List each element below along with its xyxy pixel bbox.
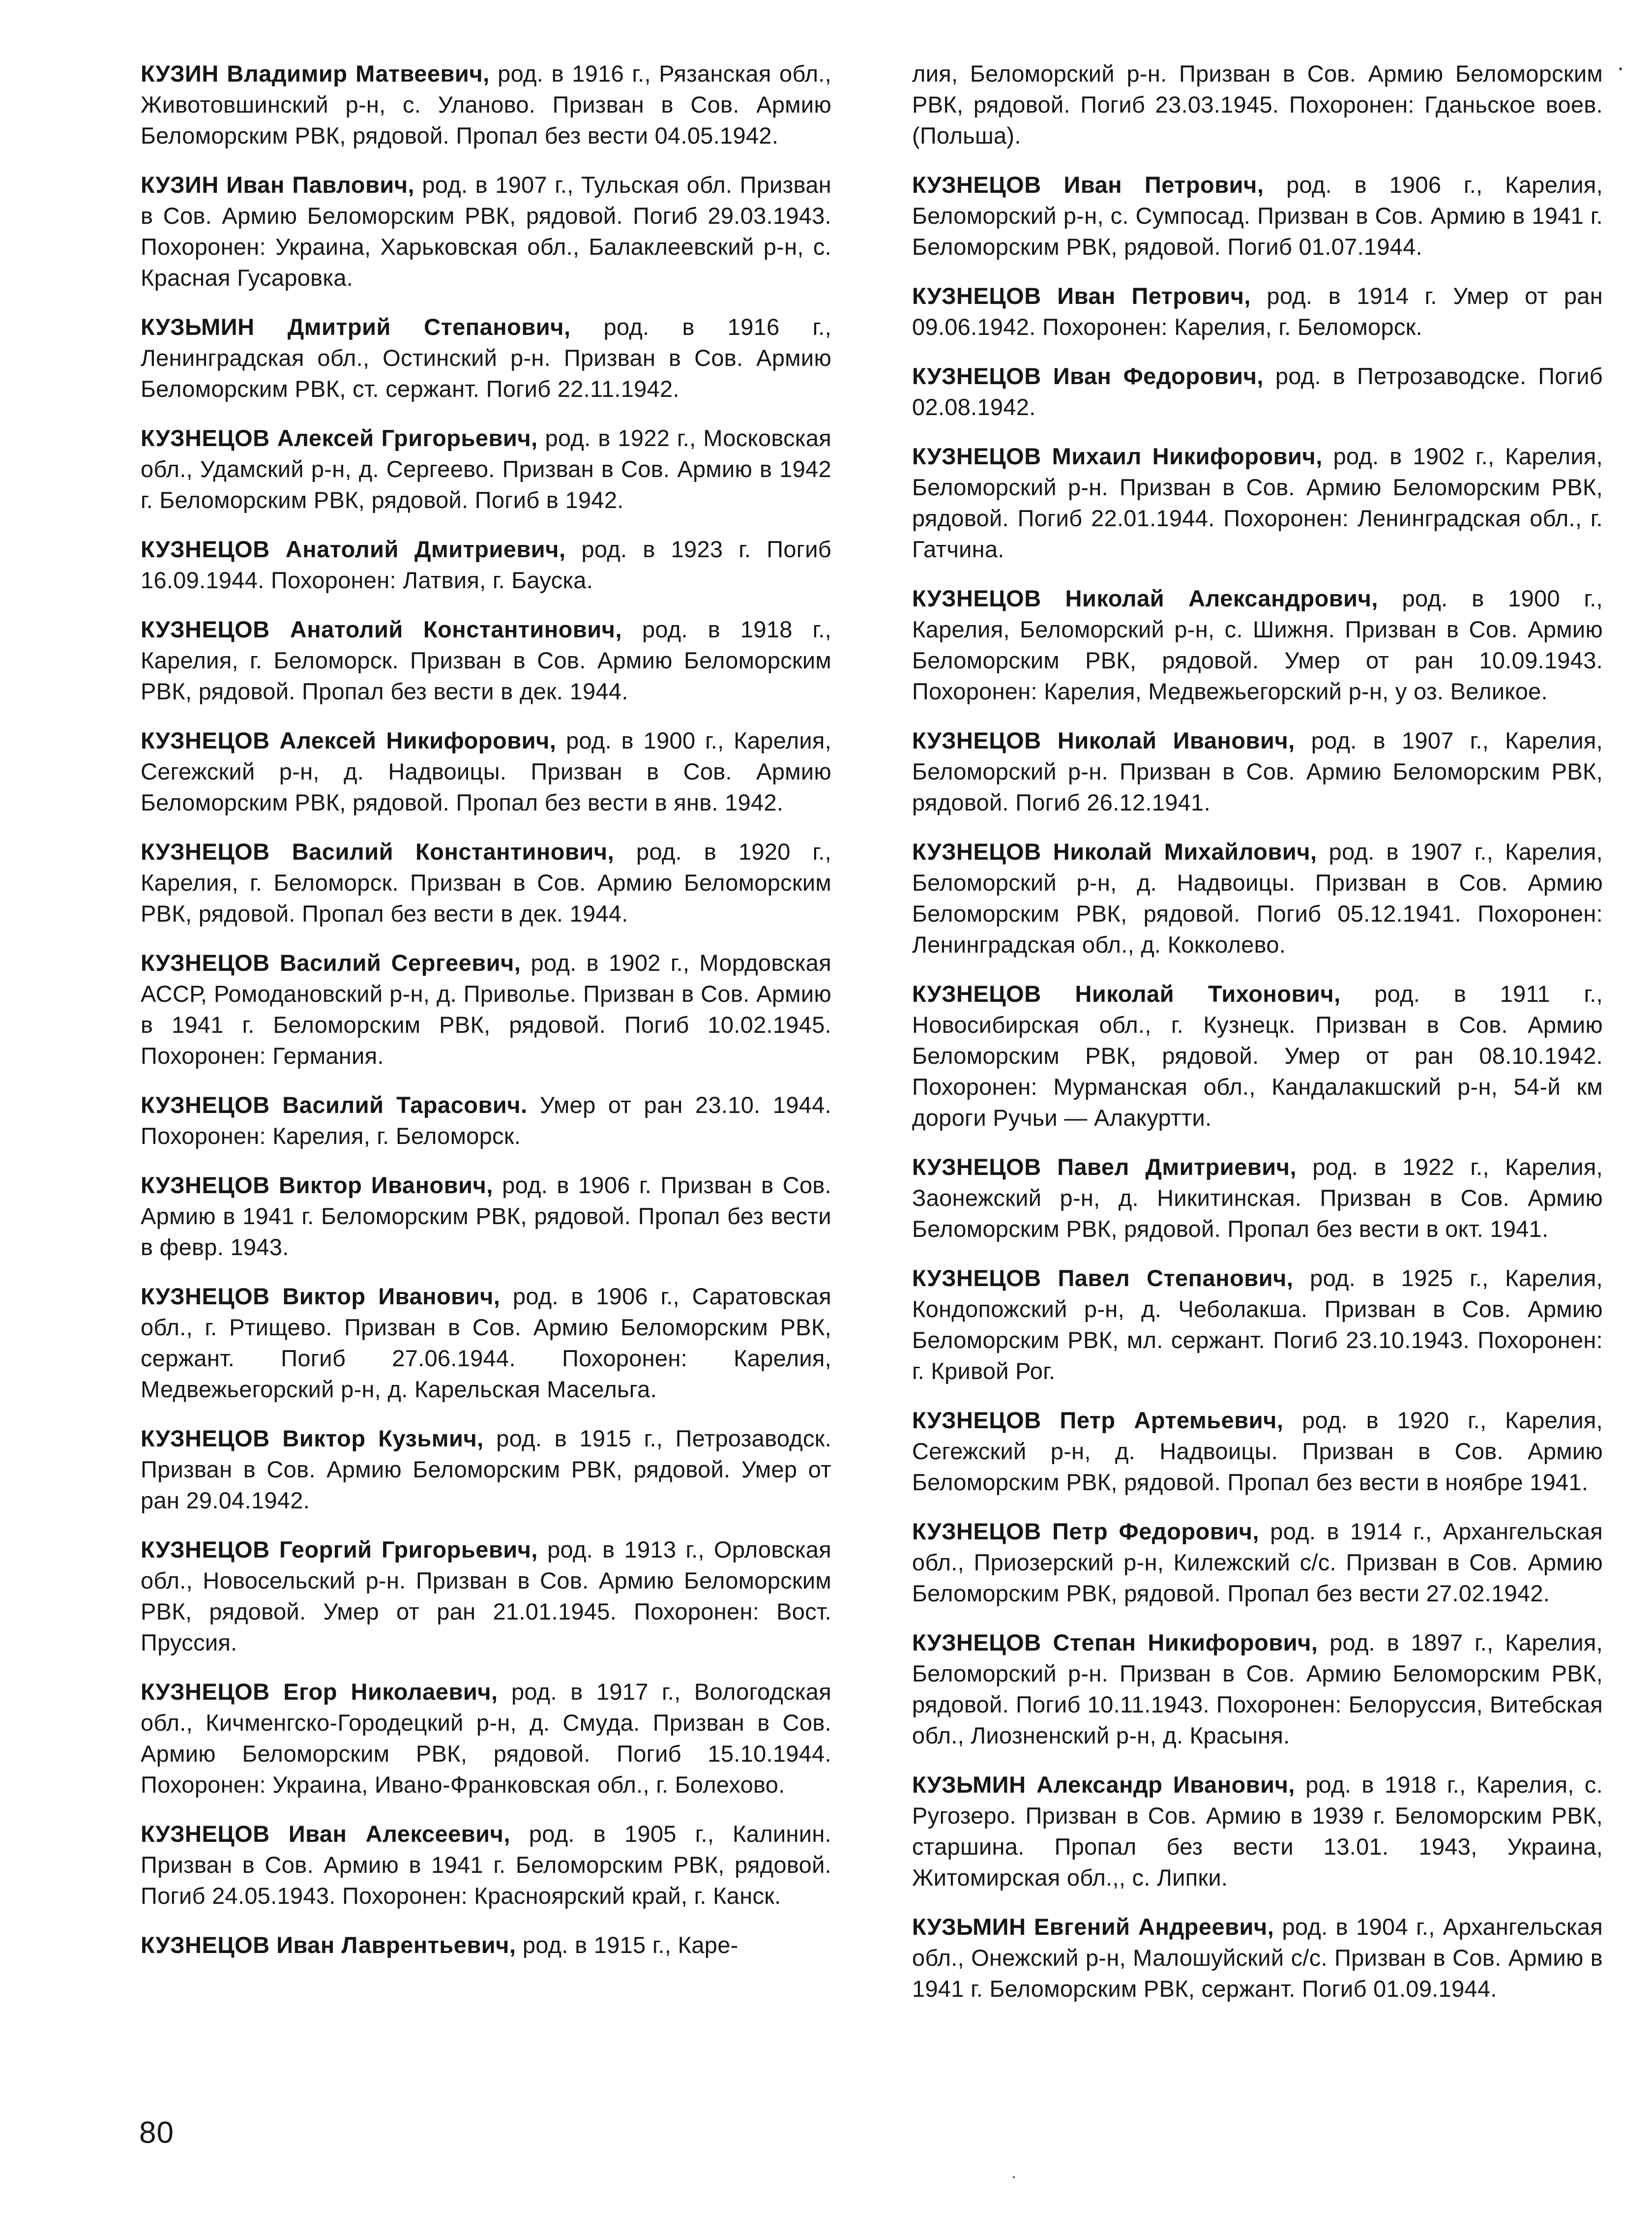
entry <box>912 280 1603 342</box>
entry-text: род. в 1916 г., Ленинградская обл., Остинский р-н. Призван в Сов. Армию Беломорским РВК, ст. сержант. Погиб 22.11.1942. <box>141 314 831 402</box>
entry-name: КУЗНЕЦОВ Николай Александрович, <box>912 585 1378 611</box>
entry-text: род. в 1917 г., Вологодская обл., Кичменгско-Городецкий р-н, д. Смуда. Призван в Сов. Армию Беломорским РВК, рядовой. Погиб 15.10.1944. Похоронен: Украина, Ивано-Франковская обл., г. Болехово. <box>141 1679 831 1798</box>
entry-text: род. в 1897 г., Карелия, Беломорский р-н. Призван в Сов. Армию Беломорским РВК, рядовой. Погиб 10.11.1943. Похоронен: Белоруссия, Витебская обл., Лиозненский р-н, д. Красыня. <box>912 1629 1603 1748</box>
entry-name: КУЗНЕЦОВ Егор Николаевич, <box>141 1679 498 1705</box>
entry-text: род. в 1914 г., Архангельская обл., Приозерский р-н, Килежский с/с. Призван в Сов. Армию Беломорским РВК, рядовой. Пропал без вести 27.02.1942. <box>912 1518 1603 1606</box>
entry-text: род. в 1902 г., Мордовская АССР, Ромодановский р-н, д. Приволье. Призван в Сов. Армию в 1941 г. Беломорским РВК, рядовой. Погиб 10.02.1945. Похоронен: Германия. <box>141 950 831 1069</box>
entry-name: КУЗНЕЦОВ Николай Михайлович, <box>912 839 1317 865</box>
entry <box>912 583 1603 707</box>
entry-name: КУЗНЕЦОВ Виктор Иванович, <box>141 1283 501 1309</box>
entry-text: род. в 1904 г., Архангельская обл., Онежский р-н, Малошуйский с/с. Призван в Сов. Армию в 1941 г. Беломорским РВК, сержант. Погиб 01.09.1944. <box>912 1914 1603 2002</box>
entry-name: КУЗНЕЦОВ Алексей Григорьевич, <box>141 425 538 451</box>
entry-name: КУЗНЕЦОВ Анатолий Дмитриевич, <box>141 536 566 562</box>
entry <box>141 725 831 818</box>
print-speck <box>1619 67 1622 70</box>
entry <box>912 1769 1603 1893</box>
entry-name: КУЗНЕЦОВ Анатолий Константинович, <box>141 616 622 642</box>
entry-text: род. в 1906 г., Карелия, Беломорский р-н, с. Сумпосад. Призван в Сов. Армию в 1941 г. Беломорским РВК, рядовой. Погиб 01.07.1944. <box>912 172 1603 260</box>
entry-text: род. в 1906 г., Саратовская обл., г. Ртищево. Призван в Сов. Армию Беломорским РВК, сержант. Погиб 27.06.1944. Похоронен: Карелия, Медвежьегорский р-н, д. Карельская Масельга. <box>141 1283 831 1402</box>
entry-name: КУЗНЕЦОВ Петр Артемьевич, <box>912 1407 1284 1433</box>
entry-name: КУЗНЕЦОВ Николай Тихонович, <box>912 981 1341 1007</box>
entry <box>912 836 1603 960</box>
entry-name: КУЗНЕЦОВ Василий Сергеевич, <box>141 950 521 976</box>
entry-name: КУЗЬМИН Александр Иванович, <box>912 1772 1295 1798</box>
entry-text: род. в 1907 г., Карелия, Беломорский р-н, д. Надвоицы. Призван в Сов. Армию Беломорским РВК, рядовой. Погиб 05.12.1941. Похоронен: Ленинградская обл., д. Кокколево. <box>912 839 1603 958</box>
entry-text: род. в 1925 г., Карелия, Кондопожский р-н, д. Чеболакша. Призван в Сов. Армию Беломорским РВК, мл. сержант. Погиб 23.10.1943. Похоронен: г. Кривой Рог. <box>912 1265 1603 1384</box>
entry-name: КУЗНЕЦОВ Иван Петрович, <box>912 172 1264 198</box>
entry <box>141 836 831 929</box>
entry-text: род. в 1902 г., Карелия, Беломорский р-н. Призван в Сов. Армию Беломорским РВК, рядовой. Погиб 22.01.1944. Похоронен: Ленинградская обл., г. Гатчина. <box>912 443 1603 562</box>
entry-text: род. в 1916 г., Рязанская обл., Животовшинский р-н, с. Уланово. Призван в Сов. Армию Беломорским РВК, рядовой. Пропал без вести 04.05.1942. <box>141 60 832 149</box>
entry-text: род. в 1911 г., Новосибирская обл., г. Кузнецк. Призван в Сов. Армию Беломорским РВК, рядовой. Умер от ран 08.10.1942. Похоронен: Мурманская обл., Кандалакшский р-н, 54-й км дороги Ручьи — Алакуртти. <box>912 981 1603 1131</box>
entry <box>912 1151 1603 1244</box>
entry <box>141 947 831 1071</box>
entry <box>912 1911 1603 2004</box>
entry-name: КУЗЬМИН Евгений Андреевич, <box>912 1914 1274 1940</box>
entry-text: род. в 1920 г., Карелия, г. Беломорск. Призван в Сов. Армию Беломорским РВК, рядовой. Пропал без вести в дек. 1944. <box>141 839 831 927</box>
entry <box>912 1516 1603 1609</box>
entry <box>912 978 1603 1133</box>
entry <box>912 441 1603 565</box>
entry-name: КУЗНЕЦОВ Виктор Кузьмич, <box>141 1425 484 1451</box>
entry <box>912 1405 1603 1498</box>
entry-name: КУЗНЕЦОВ Павел Дмитриевич, <box>912 1154 1297 1180</box>
page-number: 80 <box>139 2116 174 2150</box>
entry-text: род. в 1922 г., Карелия, Заонежский р-н, д. Никитинская. Призван в Сов. Армию Беломорским РВК, рядовой. Пропал без вести в окт. 1941. <box>912 1154 1603 1242</box>
entry-text: род. в 1900 г., Карелия, Беломорский р-н, с. Шижня. Призван в Сов. Армию Беломорским РВК, рядовой. Умер от ран 10.09.1943. Похоронен: Карелия, Медвежьегорский р-н, у оз. Великое. <box>912 585 1603 704</box>
entry-text: род. в 1905 г., Калинин. Призван в Сов. Армию в 1941 г. Беломорским РВК, рядовой. Погиб 24.05.1943. Похоронен: Красноярский край, г. Канск. <box>141 1821 831 1909</box>
entry-text: род. в 1915 г., Петрозаводск. Призван в Сов. Армию Беломорским РВК, рядовой. Умер от ран 29.04.1942. <box>141 1425 831 1513</box>
entry-text: лия, Беломорский р-н. Призван в Сов. Армию Беломорским РВК, рядовой. Погиб 23.03.1945. Похоронен: Гданьское воев. (Польша). <box>912 60 1603 149</box>
entry-text: род. в 1915 г., Каре- <box>522 1932 738 1958</box>
entry-name: КУЗНЕЦОВ Иван Лаврентьевич, <box>141 1932 516 1958</box>
entry <box>141 1089 831 1151</box>
entry <box>141 1170 831 1262</box>
entry <box>912 169 1603 262</box>
print-speck <box>1013 2176 1015 2178</box>
entry <box>141 1423 831 1516</box>
entry-text: род. в 1906 г. Призван в Сов. Армию в 1941 г. Беломорским РВК, рядовой. Пропал без вести в февр. 1943. <box>141 1172 832 1260</box>
entry-name: КУЗНЕЦОВ Алексей Никифорович, <box>141 727 557 753</box>
entry <box>141 58 831 151</box>
entry-name: КУЗНЕЦОВ Петр Федорович, <box>912 1518 1259 1544</box>
entry <box>141 1281 831 1405</box>
entry <box>141 614 831 707</box>
entry <box>141 1818 831 1911</box>
entry <box>912 725 1603 818</box>
entry <box>912 1627 1603 1751</box>
entry <box>141 1676 831 1800</box>
entry-text: род. в 1913 г., Орловская обл., Новосельский р-н. Призван в Сов. Армию Беломорским РВК, рядовой. Умер от ран 21.01.1945. Похоронен: Вост. Пруссия. <box>141 1536 831 1655</box>
entry-name: КУЗНЕЦОВ Михаил Никифорович, <box>912 443 1323 469</box>
entry-name: КУЗНЕЦОВ Иван Федорович, <box>912 363 1264 389</box>
entry-text: род. в 1914 г. Умер от ран 09.06.1942. Похоронен: Карелия, г. Беломорск. <box>912 283 1603 340</box>
entry-name: КУЗНЕЦОВ Иван Петрович, <box>912 283 1251 309</box>
entry <box>912 1262 1603 1386</box>
entry-name: КУЗЬМИН Дмитрий Степанович, <box>141 314 571 340</box>
entry <box>141 311 831 404</box>
entry-text: род. в 1907 г., Карелия, Беломорский р-н. Призван в Сов. Армию Беломорским РВК, рядовой. Погиб 26.12.1941. <box>912 727 1603 815</box>
entry-name: КУЗНЕЦОВ Георгий Григорьевич, <box>141 1536 538 1562</box>
entry-name: КУЗНЕЦОВ Николай Иванович, <box>912 727 1295 753</box>
entry-text: Умер от ран 23.10. 1944. Похоронен: Карелия, г. Беломорск. <box>141 1092 831 1149</box>
entry <box>141 422 831 515</box>
entry-text: род. в Петрозаводске. Погиб 02.08.1942. <box>912 363 1603 420</box>
entry-text: род. в 1907 г., Тульская обл. Призван в Сов. Армию Беломорским РВК, рядовой. Погиб 29.03.1943. Похоронен: Украина, Харьковская обл., Балаклеевский р-н, с. Красная Гусаровка. <box>141 172 832 291</box>
entry <box>141 169 831 293</box>
entry <box>141 534 831 596</box>
entry-text: род. в 1918 г., Карелия, с. Ругозеро. Призван в Сов. Армию в 1939 г. Беломорским РВК, старшина. Пропал без вести 13.01. 1943, Украина, Житомирская обл.,, с. Липки. <box>912 1772 1603 1891</box>
right-column <box>912 58 1603 2022</box>
entry-name: КУЗНЕЦОВ Василий Константинович, <box>141 839 615 865</box>
entry-name: КУЗИН Владимир Матвеевич, <box>141 60 490 87</box>
entry <box>912 360 1603 422</box>
entry-text: род. в 1922 г., Московская обл., Удамский р-н, д. Сергеево. Призван в Сов. Армию в 1942 г. Беломорским РВК, рядовой. Погиб в 1942. <box>141 425 832 513</box>
entry <box>912 58 1603 151</box>
entry-name: КУЗНЕЦОВ Павел Степанович, <box>912 1265 1294 1291</box>
entry-text: род. в 1923 г. Погиб 16.09.1944. Похоронен: Латвия, г. Бауска. <box>141 536 832 593</box>
entry-text: род. в 1920 г., Карелия, Сегежский р-н, д. Надвоицы. Призван в Сов. Армию Беломорским РВК, рядовой. Пропал без вести в ноябре 1941. <box>912 1407 1603 1495</box>
entry-name: КУЗНЕЦОВ Виктор Иванович, <box>141 1172 493 1198</box>
entry <box>141 1929 831 1960</box>
entry-text: род. в 1918 г., Карелия, г. Беломорск. Призван в Сов. Армию Беломорским РВК, рядовой. Пропал без вести в дек. 1944. <box>141 616 832 704</box>
entry-name: КУЗНЕЦОВ Иван Алексеевич, <box>141 1821 510 1847</box>
entry-name: КУЗНЕЦОВ Степан Никифорович, <box>912 1629 1318 1655</box>
entry-name: КУЗНЕЦОВ Василий Тарасович. <box>141 1092 528 1118</box>
left-column <box>141 58 831 1979</box>
entry-text: род. в 1900 г., Карелия, Сегежский р-н, д. Надвоицы. Призван в Сов. Армию Беломорским РВК, рядовой. Пропал без вести в янв. 1942. <box>141 727 832 815</box>
entry <box>141 1534 831 1658</box>
entry-name: КУЗИН Иван Павлович, <box>141 172 415 198</box>
